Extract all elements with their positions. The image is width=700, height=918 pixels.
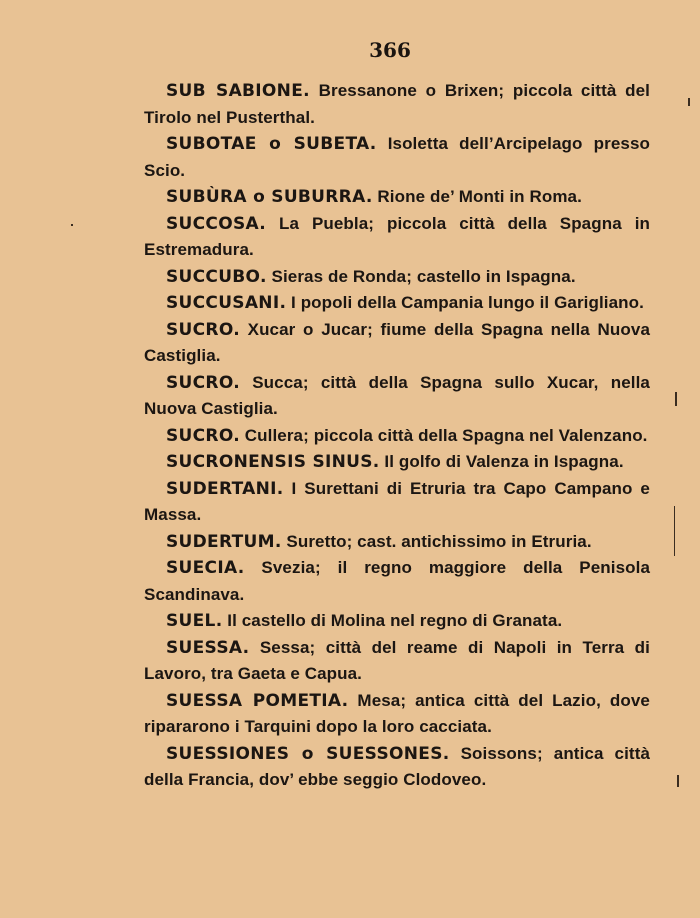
entry-headword: SUBOTAE o SUBETA.: [166, 134, 377, 154]
entry-headword: SUCRO.: [166, 372, 240, 393]
entry-headword: SUCRO.: [166, 425, 240, 446]
entry: [144, 688, 650, 741]
entry-headword: SUEL.: [166, 611, 223, 631]
entry-text: Svezia; il regno maggiore della Penisola Scandinava.: [144, 558, 650, 604]
entry-text: Rione de’ Monti in Roma.: [372, 187, 582, 206]
entry: [144, 555, 650, 608]
scan-mark: [71, 224, 73, 226]
entry-text: Il golfo di Valenza in Ispagna.: [379, 452, 624, 471]
scan-mark: [688, 98, 690, 106]
entry-text: La Puebla; piccola città della Spagna in Estremadura.: [144, 213, 650, 259]
entry: [144, 290, 650, 317]
entry-text: Il castello di Molina nel regno di Granata.: [222, 611, 563, 630]
entry-headword: SUDERTANI.: [166, 478, 284, 499]
entry: [144, 529, 650, 556]
entry-text: Xucar o Jucar; fiume della Spagna nella Nuova Castiglia.: [144, 319, 650, 365]
entry: [144, 211, 650, 264]
entry: [144, 264, 650, 291]
scan-mark: [674, 506, 675, 556]
entry-headword: SUBÙRA o SUBURRA.: [166, 187, 373, 207]
entry-text: Sessa; città del reame di Napoli in Terra di Lavoro, tra Gaeta e Capua.: [144, 637, 650, 683]
entry: [144, 317, 650, 370]
entry-headword: SUCCUBO.: [166, 266, 267, 287]
entry: [144, 423, 650, 450]
entry-text: Soissons; antica città della Francia, dov’ ebbe seggio Clodoveo.: [144, 743, 651, 789]
entry: [144, 635, 650, 688]
entry-headword: SUCRONENSIS SINUS.: [166, 452, 380, 472]
entry-text: Cullera; piccola città della Spagna nel Valenzano.: [239, 425, 648, 445]
entry: [144, 476, 650, 529]
entry: [144, 184, 650, 211]
entry-headword: SUESSIONES o SUESSONES.: [166, 743, 450, 764]
scan-mark: [677, 775, 679, 787]
entry-headword: SUCRO.: [166, 319, 240, 340]
entry: [144, 449, 650, 476]
entry-headword: SUCCOSA.: [166, 213, 267, 234]
dictionary-entries: [144, 78, 650, 794]
entry-text: Succa; città della Spagna sullo Xucar, nella Nuova Castiglia.: [144, 372, 650, 418]
entry-headword: SUCCUSANI.: [166, 293, 287, 313]
entry: [144, 131, 650, 184]
entry-headword: SUESSA.: [166, 637, 250, 658]
entry: [144, 608, 650, 635]
page-number: 366: [369, 38, 411, 62]
entry-headword: SUECIA.: [166, 558, 245, 578]
entry: [144, 741, 650, 794]
entry: [144, 78, 650, 131]
scan-mark: [675, 392, 677, 406]
entry-headword: SUB SABIONE.: [166, 81, 310, 101]
entry-text: Sieras de Ronda; castello in Ispagna.: [266, 266, 576, 286]
entry-text: Suretto; cast. antichissimo in Etruria.: [281, 531, 592, 551]
entry-text: Isoletta dell’Arcipelago presso Scio.: [144, 134, 650, 180]
entry-text: I Surettani di Etruria tra Capo Campano e Massa.: [144, 478, 650, 524]
entry-headword: SUDERTUM.: [166, 531, 282, 552]
entry-text: Mesa; antica città del Lazio, dove ripararono i Tarquini dopo la loro cacciata.: [144, 690, 650, 736]
entry-text: Bressanone o Brixen; piccola città del Tirolo nel Pusterthal.: [144, 81, 650, 127]
entry-text: I popoli della Campania lungo il Garigliano.: [286, 293, 644, 312]
entry-headword: SUESSA POMETIA.: [166, 690, 349, 711]
entry: [144, 370, 650, 423]
